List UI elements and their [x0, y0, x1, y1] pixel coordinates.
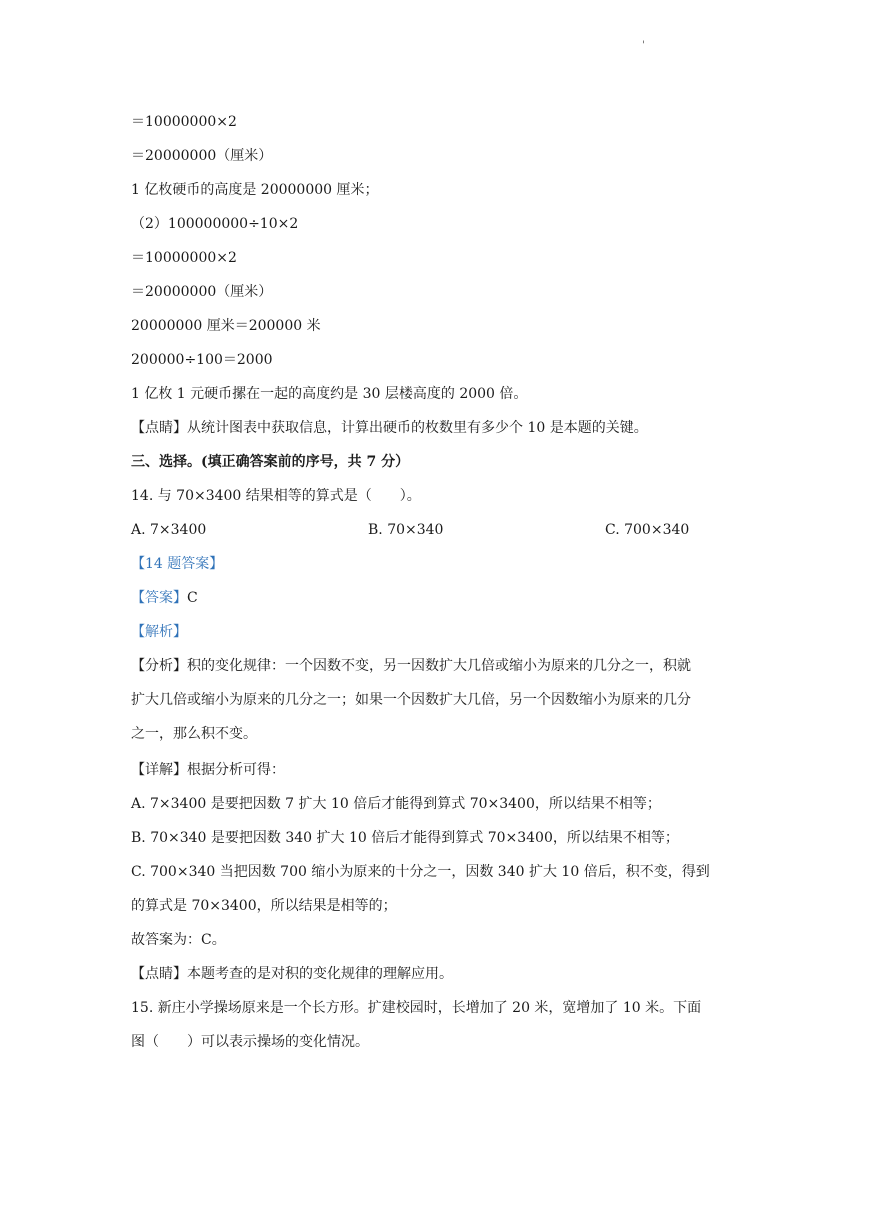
calc-line: 20000000 厘米＝200000 米: [131, 318, 321, 334]
detail-line: A. 7×3400 是要把因数 7 扩大 10 倍后才能得到算式 70×3400，所以结果不相等；: [131, 796, 661, 812]
header-mark: ': [642, 40, 645, 51]
answer-value: C: [187, 590, 198, 606]
analysis-line: 之一，那么积不变。: [131, 726, 257, 742]
q14-answer: [131, 589, 198, 607]
answer-label: 【答案】: [131, 590, 187, 606]
calc-line: ＝20000000（厘米）: [131, 284, 273, 300]
calc-line: ＝10000000×2: [131, 250, 237, 266]
option-c: C. 700×340: [605, 522, 690, 538]
option-a: A. 7×3400: [131, 522, 207, 538]
calc-line: （2）100000000÷10×2: [131, 216, 299, 232]
analysis-line: 【分析】积的变化规律：一个因数不变，另一因数扩大几倍或缩小为原来的几分之一，积就: [131, 658, 691, 674]
analysis-line: 扩大几倍或缩小为原来的几分之一；如果一个因数扩大几倍，另一个因数缩小为原来的几分: [131, 692, 691, 708]
calc-line: ＝20000000（厘米）: [131, 148, 273, 164]
q14-options: [131, 521, 731, 539]
option-b: B. 70×340: [368, 522, 444, 538]
detail-line: 的算式是 70×3400，所以结果是相等的；: [131, 898, 397, 914]
detail-line: C. 700×340 当把因数 700 缩小为原来的十分之一，因数 340 扩大 10 倍后，积不变，得到: [131, 864, 710, 880]
calc-line: 1 亿枚 1 元硬币摞在一起的高度约是 30 层楼高度的 2000 倍。: [131, 386, 528, 402]
q14-stem: 14. 与 70×3400 结果相等的算式是（ ）。: [131, 488, 421, 504]
calc-line: 1 亿枚硬币的高度是 20000000 厘米；: [131, 182, 379, 198]
q15-line: 图（ ）可以表示操场的变化情况。: [131, 1034, 369, 1050]
note-13: 【点睛】从统计图表中获取信息，计算出硬币的枚数里有多少个 10 是本题的关键。: [131, 420, 648, 436]
q15-line: 15. 新庄小学操场原来是一个长方形。扩建校园时，长增加了 20 米，宽增加了 10 米。下面: [131, 1000, 702, 1016]
analysis-label: 【解析】: [131, 624, 187, 640]
detail-line: 故答案为：C。: [131, 932, 226, 948]
calc-line: 200000÷100＝2000: [131, 352, 273, 368]
q14-answer-header: 【14 题答案】: [131, 556, 224, 572]
detail-line: B. 70×340 是要把因数 340 扩大 10 倍后才能得到算式 70×3400，所以结果不相等；: [131, 830, 679, 846]
calc-line: ＝10000000×2: [131, 114, 237, 130]
q14-note: 【点睛】本题考查的是对积的变化规律的理解应用。: [131, 966, 453, 982]
section-title: 三、选择。(填正确答案前的序号，共 7 分）: [131, 454, 410, 470]
detail-line: 【详解】根据分析可得：: [131, 762, 285, 778]
